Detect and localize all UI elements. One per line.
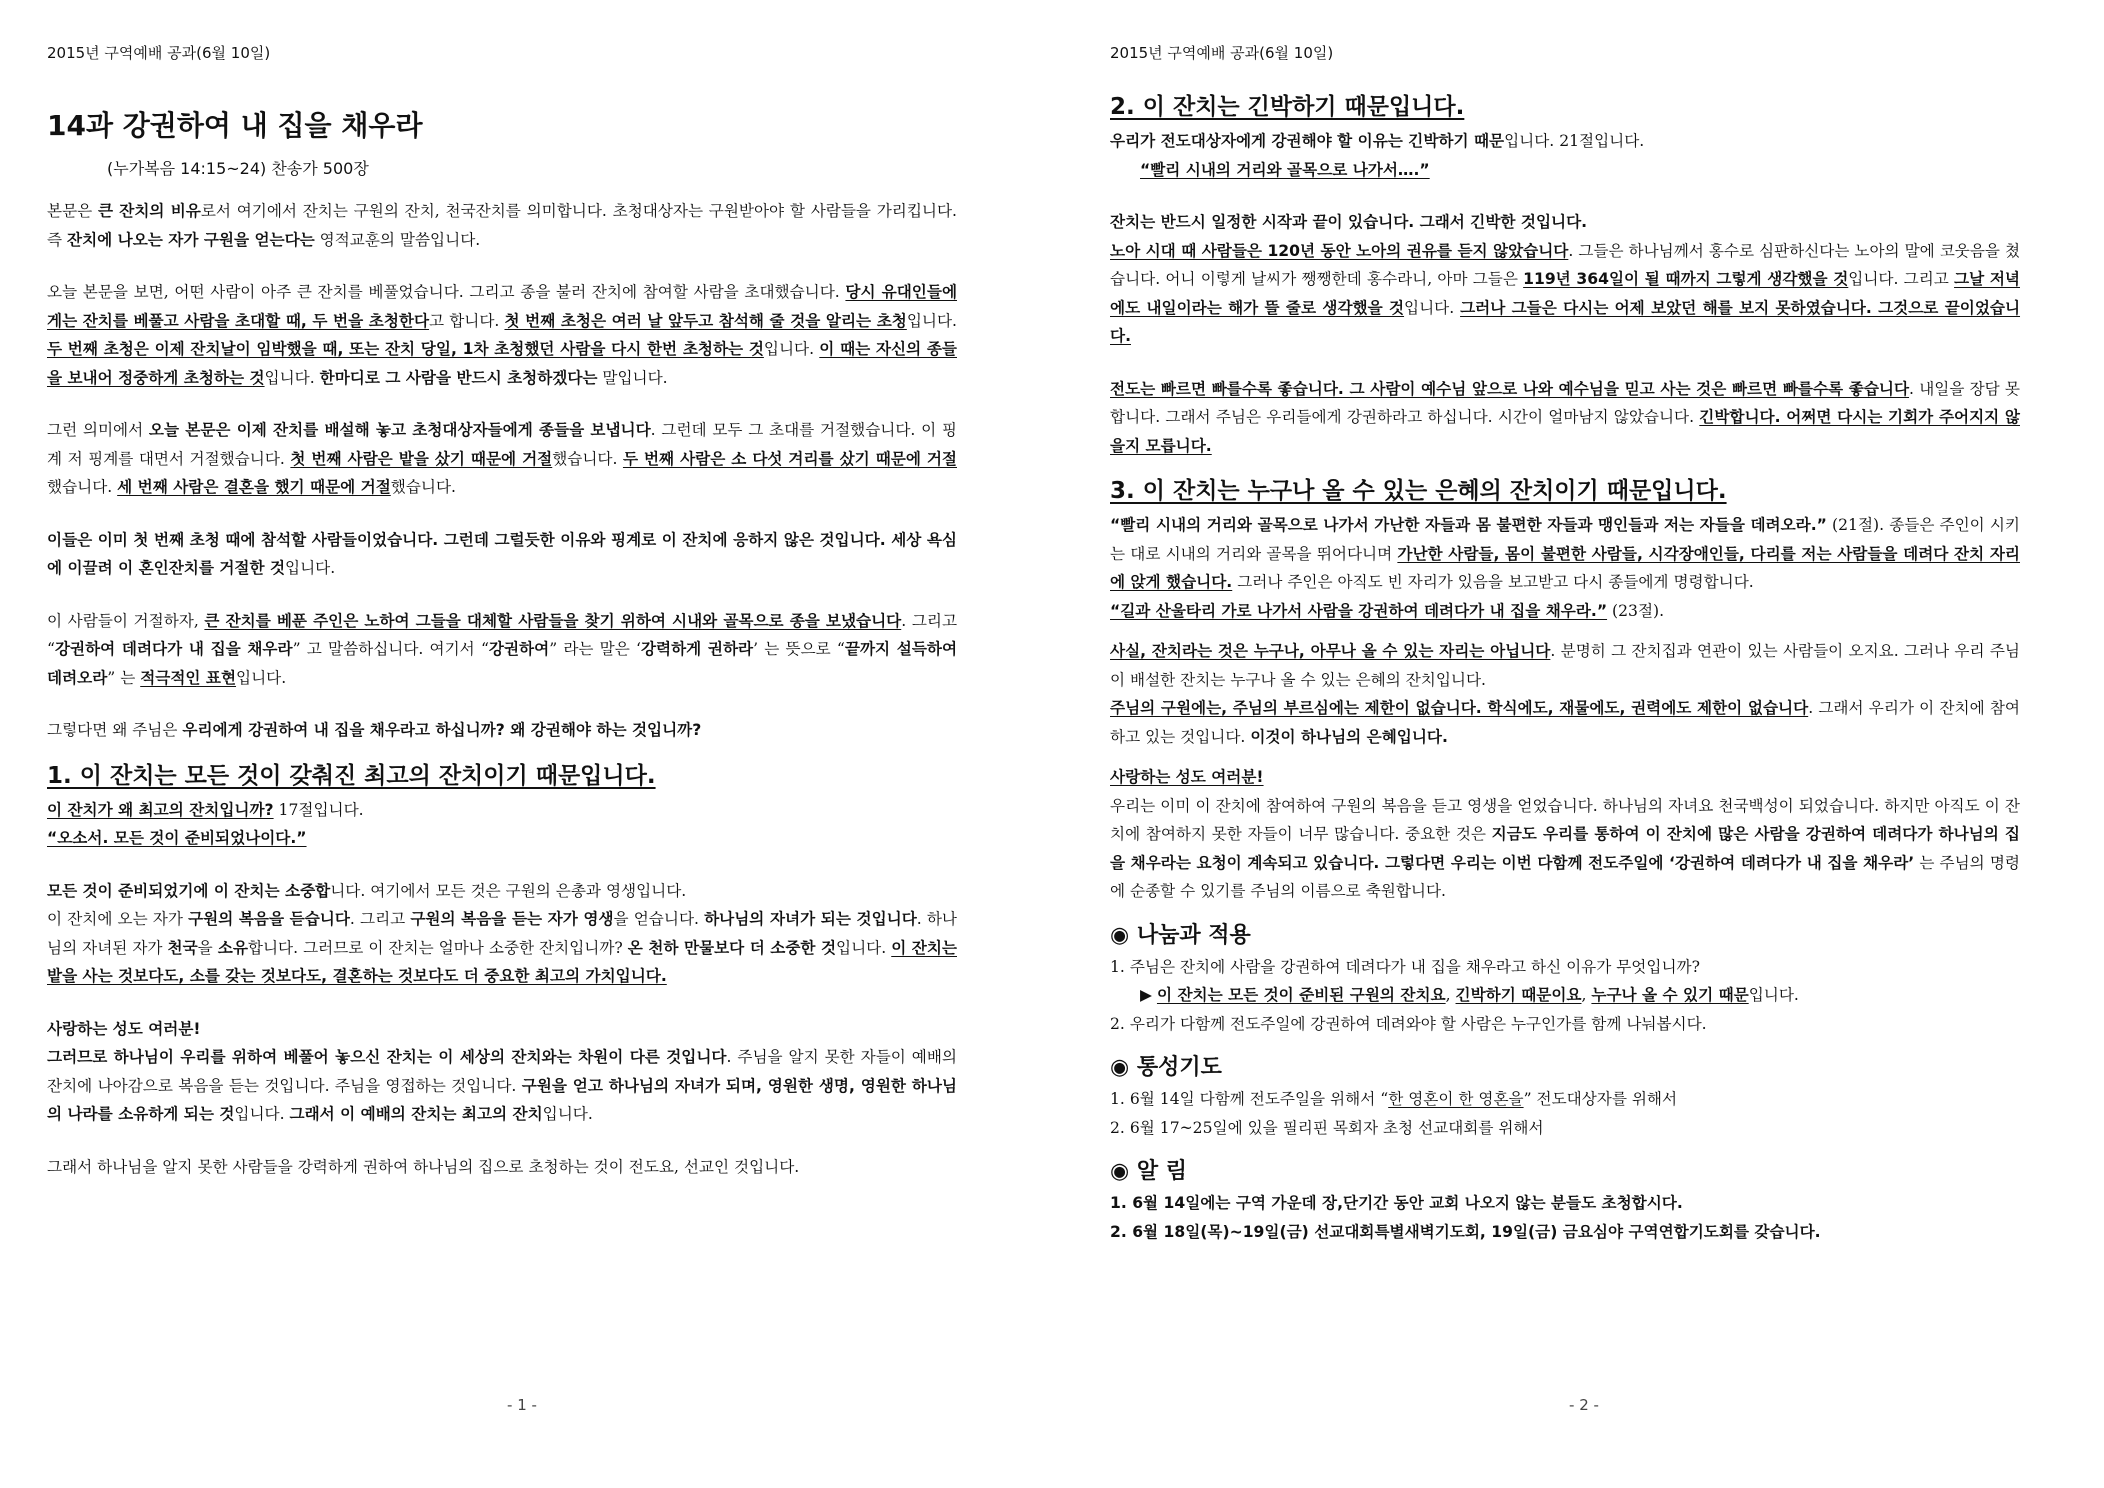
text: 지금도 우리를 통하여 이 잔치에 많은 사람을 강권하여 데려다가 하나님의 집을 채우라는 요청이 계속되고 있습니다. 그렇다면 우리는 이번 다함께 전도주일에 ‘강권하여 데려다가 내 집을 채우라’ (1110, 825, 2020, 872)
text: 적극적인 표현 (140, 668, 237, 687)
paragraph (1110, 375, 2020, 461)
text: 끝까지 설득하여 데려오라 (47, 640, 958, 687)
text: 그런 의미에서 (47, 421, 149, 439)
text: 입니다. 그리고 (1848, 270, 1955, 288)
section-heading-1: 1. 이 잔치는 모든 것이 갖춰진 최고의 잔치이기 때문입니다. (47, 762, 656, 789)
text: 입니다. (542, 1105, 593, 1123)
text: 17절입니다. (273, 800, 364, 819)
text: 강권하여 (488, 640, 550, 658)
text: . 그들은 하나님께서 홍수로 심판하신다는 노아의 말에 코웃음을 쳤습니다. 어니 이렇게 날씨가 쨍쨍한데 홍수라니, 아마 그들은 (1110, 241, 2021, 288)
text: (23절). (1607, 601, 1665, 620)
text: . 그런데 모두 그 초대를 거절했습니다. 이 핑계 저 핑계를 대면서 거절했습니다. (47, 421, 957, 468)
paragraph (47, 278, 957, 392)
paragraph (47, 796, 957, 853)
paragraph (47, 1015, 957, 1129)
paragraph (47, 197, 957, 254)
text: , (1445, 986, 1456, 1004)
text: ” 는 (107, 668, 141, 687)
lesson-title: 14과 강권하여 내 집을 채우라 (47, 109, 423, 142)
text: “빨리 시내의 거리와 골목으로 나가서….” (1140, 160, 1430, 179)
text: 이것이 하나님의 은혜입니다. (1250, 727, 1448, 746)
text: 그렇다면 왜 주님은 (47, 721, 183, 739)
text: 구원의 복음을 듣는 자가 영생 (410, 910, 614, 928)
text: . 하나님의 자녀된 자가 (47, 910, 957, 957)
page-header: 2015년 구역예배 공과(6월 10일) (47, 44, 271, 62)
text: 하나님의 자녀가 되는 것입니다 (704, 910, 917, 928)
paragraph: 그래서 하나님을 알지 못한 사람들을 강력하게 권하여 하나님의 집으로 초청하는 것이 전도요, 선교인 것입니다. (47, 1157, 800, 1176)
text: 강력하게 권하라 (640, 640, 754, 658)
text: 을 얻습니다. (613, 910, 705, 928)
paragraph (1110, 511, 2020, 625)
text: 로서 여기에서 잔치는 구원의 잔치, 천국잔치를 의미합니다. 초청대상자는 구원받아야 할 사람들을 가리킵니다. 즉 (47, 202, 957, 249)
paragraph (47, 526, 957, 583)
notice-list (1110, 1189, 2020, 1246)
text: 입니다. (264, 368, 320, 387)
text: 1. 6월 14일 다함께 전도주일을 위해서 “ (1110, 1090, 1389, 1108)
page-number: - 1 - (507, 1396, 537, 1414)
text: 입니다. (1404, 298, 1461, 317)
text: . 그리고 “ (47, 611, 958, 658)
text: 는 주님의 명령에 순종할 수 있기를 주님의 이름으로 축원합니다. (1110, 853, 2020, 900)
text: 이들은 이미 첫 번째 초청 때에 참석할 사람들이었습니다. 그런데 그럴듯한 이유와 핑계로 이 잔치에 응하지 않은 것입니다. 세상 욕심에 이끌려 이 혼인잔치를 거절한 것 (47, 530, 957, 577)
text: 세 번째 사람은 결혼을 했기 때문에 거절 (117, 478, 391, 496)
text: 당시 유대인들에게는 잔치를 베풀고 사람을 초대할 때, 두 번을 초청한다 (47, 283, 958, 330)
paragraph (47, 877, 957, 991)
list-item: 2. 6월 17~25일에 있을 필리핀 목회자 초청 선교대회를 위해서 (1110, 1118, 1544, 1137)
text: 누구나 올 수 있기 때문 (1591, 986, 1749, 1004)
text: . 내일을 장담 못합니다. 그래서 주님은 우리들에게 강권하라고 하십니다. 시간이 얼마남지 않았습니다. (1110, 379, 2020, 426)
text: ’ 는 뜻으로 “ (753, 640, 845, 658)
text: 했습니다. (552, 449, 623, 468)
text: 입니다. (285, 559, 336, 577)
text: 했습니다. (390, 478, 456, 496)
list-item: 1. 6월 14일에는 구역 가운데 장,단기간 동안 교회 나오지 않는 분들도 초청합시다. (1110, 1194, 1683, 1212)
prayer-heading: ◉ 통성기도 (1110, 1055, 1222, 1080)
list-item: 1. 주님은 잔치에 사람을 강권하여 데려다가 내 집을 채우라고 하신 이유가 무엇입니까? (1110, 957, 1700, 976)
text: 노아 시대 때 사람들은 120년 동안 노아의 권유를 듣지 않았습니다 (1110, 241, 1569, 260)
text: 그러므로 하나님이 우리를 위하여 베풀어 놓으신 잔치는 이 세상의 잔치와는 차원이 다른 것입니다 (47, 1048, 727, 1066)
text: 합니다. 그러므로 이 잔치는 얼마나 소중한 잔치입니까? (247, 938, 628, 957)
text: ” 라는 말은 ‘ (549, 640, 641, 658)
list-item: 2. 6월 18일(목)~19일(금) 선교대회특별새벽기도회, 19일(금) 금요심야 구역연합기도회를 갖습니다. (1110, 1222, 1821, 1241)
sharing-heading: ◉ 나눔과 적용 (1110, 922, 1251, 948)
text: 잔치는 반드시 일정한 시작과 끝이 있습니다. 그래서 긴박한 것입니다. (1110, 213, 1588, 231)
text: 두 번째 사람은 소 다섯 겨리를 샀기 때문에 거절 (622, 449, 957, 468)
text: 이 잔치에 오는 자가 (47, 910, 189, 928)
text: 입니다. (906, 311, 957, 330)
text: 니다. 여기에서 모든 것은 구원의 은총과 영생입니다. (330, 881, 687, 900)
text: “빨리 시내의 거리와 골목으로 나가서 가난한 자들과 몸 불편한 자들과 맹인들과 저는 자들을 데려오라.” (1110, 516, 1827, 534)
text: 구원을 얻고 하나님의 자녀가 되며, 영원한 생명, 영원한 하나님의 나라를 소유하게 되는 것 (47, 1076, 957, 1123)
text: 주님의 구원에는, 주님의 부르심에는 제한이 없습니다. 학식에도, 재물에도, 권력에도 제한이 없습니다 (1110, 699, 1809, 717)
text: 긴박하기 때문이요 (1455, 986, 1582, 1004)
page-2 (1052, 0, 2104, 1488)
arrow-icon: ▶ (1140, 986, 1157, 1004)
text: 긴박합니다. 어쩌면 다시는 기회가 주어지지 않을지 모릅니다. (1110, 408, 2020, 455)
text: 입니다. (234, 1105, 290, 1123)
lesson-subtitle: (누가복음 14:15~24) 찬송가 500장 (107, 159, 369, 178)
text: 두 번째 초청은 이제 잔치날이 임박했을 때, 또는 잔치 당일, 1차 초청했던 사람을 다시 한번 초청하는 것 (47, 340, 764, 358)
text: (21절). 종들은 주인이 시키는 대로 시내의 거리와 골목을 뛰어다니며 (1110, 516, 2020, 563)
paragraph (1110, 637, 2020, 751)
text: 구원의 복음을 듣습니다 (188, 910, 350, 928)
text: 입니다. (763, 340, 820, 358)
text: 한 영혼이 한 영혼을 (1388, 1090, 1524, 1108)
text: 큰 잔치를 베푼 주인은 노하여 그들을 대체할 사람들을 찾기 위하여 시내와 골목으로 종을 보냈습니다 (204, 611, 902, 630)
text: 그러나 주인은 아직도 빈 자리가 있음을 보고받고 다시 종들에게 명령합니다. (1232, 573, 1754, 591)
text: 소유 (217, 938, 248, 957)
text: 모든 것이 준비되었기에 이 잔치는 소중합 (47, 881, 331, 900)
text: 큰 잔치의 비유 (97, 202, 201, 220)
text: 고 합니다. (429, 311, 505, 330)
text: 사랑하는 성도 여러분! (1110, 768, 1264, 786)
section-heading-3: 3. 이 잔치는 누구나 올 수 있는 은혜의 잔치이기 때문입니다. (1110, 478, 1727, 504)
text: . 그리고 (349, 910, 411, 928)
text: ” 전도대상자를 위해서 (1523, 1090, 1678, 1108)
text: “오소서. 모든 것이 준비되었나이다.” (47, 829, 307, 847)
page-header: 2015년 구역예배 공과(6월 10일) (1110, 44, 1334, 62)
text: 첫 번째 초청은 여러 날 앞두고 참석해 줄 것을 알리는 초청 (504, 311, 907, 330)
page-number: - 2 - (1569, 1396, 1599, 1414)
section-heading-2: 2. 이 잔치는 긴박하기 때문입니다. (1110, 94, 1465, 120)
text: 그래서 이 예배의 잔치는 최고의 잔치 (289, 1105, 543, 1123)
page-1-content (47, 104, 957, 1181)
text: 이 잔치는 모든 것이 준비된 구원의 잔치요 (1156, 986, 1446, 1004)
text: . 분명히 그 잔치집과 연관이 있는 사람들이 오지요. 그러나 우리 주님이 배설한 잔치는 누구나 올 수 있는 은혜의 잔치입니다. (1110, 642, 2020, 689)
text: 본문은 (47, 202, 98, 220)
text: “길과 산울타리 가로 나가서 사람을 강권하여 데려다가 내 집을 채우라.” (1110, 601, 1608, 620)
text: 가난한 사람들, 몸이 불편한 사람들, 시각장애인들, 다리를 저는 사람들을 데려다 잔치 자리에 앉게 했습니다. (1110, 544, 2020, 591)
paragraph (47, 716, 957, 745)
paragraph (1110, 127, 2020, 184)
text: 첫 번째 사람은 밭을 샀기 때문에 거절 (290, 449, 553, 468)
text: 영적교훈의 말씀입니다. (314, 230, 481, 249)
text: 119년 364일이 될 때까지 그렇게 생각했을 것 (1523, 270, 1849, 288)
prayer-list (1110, 1085, 2020, 1142)
text: , (1581, 986, 1592, 1004)
text: 이 사람들이 거절하자, (47, 611, 205, 630)
list-item: 2. 우리가 다함께 전도주일에 강권하여 데려와야 할 사람은 누구인가를 함께 나눠봅시다. (1110, 1014, 1707, 1033)
page-2-content (1110, 88, 2020, 1246)
paragraph (47, 607, 957, 693)
text: 말입니다. (597, 368, 668, 387)
text: 온 천하 만물보다 더 소중한 것 (627, 938, 837, 957)
text: ” 고 말씀하십니다. 여기서 “ (292, 640, 489, 658)
text: 을 (197, 938, 218, 957)
text: 오늘 본문은 이제 잔치를 배설해 놓고 초청대상자들에게 종들을 보냅니다 (148, 421, 651, 439)
text: . 주님을 알지 못한 자들이 예배의 잔치에 나아감으로 복음을 듣는 것입니다. 주님을 영접하는 것입니다. (47, 1048, 957, 1095)
text: 우리에게 강권하여 내 집을 채우라고 하십니까? 왜 강권해야 하는 것입니까? (182, 721, 702, 739)
text: 한마디로 그 사람을 반드시 초청하겠다는 (319, 368, 598, 387)
notice-heading: ◉ 알 림 (1110, 1159, 1188, 1184)
text: 입니다. (836, 938, 892, 957)
text: 천국 (167, 938, 198, 957)
text: 우리는 이미 이 잔치에 참여하여 구원의 복음을 듣고 영생을 얻었습니다. 하나님의 자녀요 천국백성이 되었습니다. 하지만 아직도 이 잔치에 참여하지 못한 자들이 너무 많습니다. 중요한 것은 (1110, 796, 2020, 843)
paragraph (1110, 763, 2020, 906)
text: 이 잔치가 왜 최고의 잔치입니까? (47, 800, 274, 819)
text: 입니다. (236, 668, 287, 687)
text: 그날 저녁에도 내일이라는 해가 뜰 줄로 생각했을 것 (1110, 270, 2020, 317)
text: 잔치에 나오는 자가 구원을 얻는다는 (67, 230, 315, 249)
text: 오늘 본문을 보면, 어떤 사람이 아주 큰 잔치를 베풀었습니다. 그리고 종을 불러 잔치에 참여할 사람을 초대했습니다. (47, 283, 846, 301)
text: 강권하여 데려다가 내 집을 채우라 (54, 640, 293, 658)
text: 우리가 전도대상자에게 강권해야 할 이유는 긴박하기 때문 (1110, 132, 1505, 150)
text: 사실, 잔치라는 것은 누구나, 아무나 올 수 있는 자리는 아닙니다 (1110, 642, 1551, 660)
text: 이 잔치는 밭을 사는 것보다도, 소를 갖는 것보다도, 결혼하는 것보다도 더 중요한 최고의 가치입니다. (47, 938, 957, 985)
text: 입니다. (1748, 986, 1799, 1004)
text: 전도는 빠르면 빠를수록 좋습니다. 그 사람이 예수님 앞으로 나와 예수님을 믿고 사는 것은 빠르면 빠를수록 좋습니다 (1110, 379, 1910, 398)
text: 그러나 그들은 다시는 어제 보았던 해를 보지 못하였습니다. 그것으로 끝이었습니다. (1110, 298, 2021, 345)
paragraph (1110, 208, 2020, 351)
text: 했습니다. (47, 478, 118, 496)
text: . 그래서 우리가 이 잔치에 참여하고 있는 것입니다. (1110, 699, 2020, 746)
paragraph (47, 416, 957, 502)
sharing-list (1110, 953, 2020, 1039)
text: 이 때는 자신의 종들을 보내어 정중하게 초청하는 것 (47, 340, 957, 387)
text: 입니다. 21절입니다. (1504, 132, 1645, 150)
text: 사랑하는 성도 여러분! (47, 1019, 201, 1038)
